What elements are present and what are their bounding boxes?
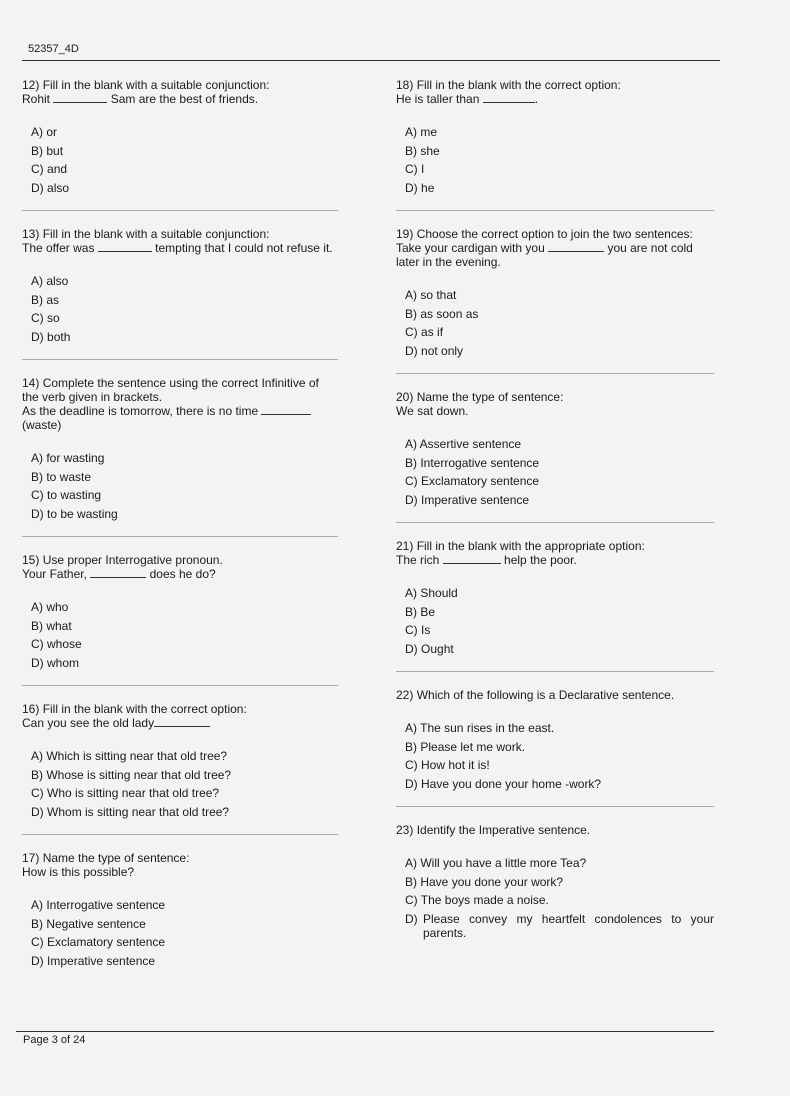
question-23	[396, 823, 714, 941]
question-text: (waste)	[22, 418, 62, 432]
question-divider	[22, 834, 338, 835]
question-text: does he do?	[149, 567, 216, 581]
question-text: As the deadline is tomorrow, there is no time	[22, 404, 259, 418]
option-d[interactable]: D) not only	[405, 343, 464, 358]
option-b[interactable]: B) Interrogative sentence	[405, 455, 540, 470]
question-number: 18)	[396, 78, 414, 92]
option-b[interactable]: B) she	[405, 143, 440, 158]
question-prompt: Complete the sentence using the correct Infinitive of the verb given in brackets.	[22, 376, 319, 404]
option-a[interactable]: A) who	[31, 600, 69, 614]
option-c[interactable]: C) to wasting	[31, 488, 102, 502]
question-divider	[22, 685, 338, 686]
option-c[interactable]: C) Exclamatory sentence	[31, 935, 166, 949]
option-d[interactable]: D) Whom is sitting near that old tree?	[31, 804, 230, 819]
question-text: We sat down.	[396, 404, 469, 418]
option-b[interactable]: B) Whose is sitting near that old tree?	[31, 767, 232, 782]
option-d[interactable]: D) he	[405, 180, 435, 195]
question-divider	[396, 671, 714, 672]
question-number: 22)	[396, 688, 414, 702]
answer-blank	[154, 716, 210, 727]
footer-rule	[16, 1031, 714, 1032]
question-text: The rich	[396, 553, 440, 567]
answer-blank	[548, 241, 604, 252]
question-divider	[396, 522, 714, 523]
question-number: 19)	[396, 227, 414, 241]
option-c[interactable]: C) Exclamatory sentence	[405, 474, 540, 488]
question-text: help the poor.	[504, 553, 577, 567]
question-number: 21)	[396, 539, 414, 553]
question-text: .	[534, 92, 539, 106]
question-divider	[396, 373, 714, 374]
paper-code: 52357_4D	[28, 43, 79, 55]
option-b[interactable]: B) to waste	[31, 469, 92, 484]
question-prompt: Fill in the blank with a suitable conjunction:	[42, 78, 270, 92]
option-c[interactable]: C) I	[405, 162, 425, 176]
question-number: 14)	[22, 376, 40, 390]
option-c[interactable]: C) How hot it is!	[405, 758, 490, 772]
answer-blank	[261, 404, 311, 415]
question-text: Your Father,	[22, 567, 87, 581]
question-text: The offer was	[22, 241, 95, 255]
question-prompt: Use proper Interrogative pronoun.	[42, 553, 223, 567]
question-text: you are not cold later in the evening.	[396, 241, 693, 269]
option-b[interactable]: B) as	[31, 292, 60, 307]
option-a[interactable]: A) Interrogative sentence	[31, 898, 166, 912]
answer-blank	[98, 241, 152, 252]
option-a[interactable]: A) also	[31, 274, 69, 288]
option-b[interactable]: B) Negative sentence	[31, 916, 146, 931]
question-prompt: Identify the Imperative sentence.	[416, 823, 591, 837]
option-b[interactable]: B) Have you done your work?	[405, 874, 564, 889]
question-21	[396, 539, 714, 672]
question-22	[396, 688, 714, 807]
question-14	[22, 376, 338, 537]
option-b[interactable]: B) as soon as	[405, 306, 479, 321]
question-19	[396, 227, 714, 374]
option-a[interactable]: A) The sun rises in the east.	[405, 721, 555, 735]
option-d[interactable]: D) whom	[31, 655, 80, 670]
option-d[interactable]: D) Imperative sentence	[31, 953, 156, 968]
question-divider	[22, 536, 338, 537]
option-b[interactable]: B) what	[31, 618, 72, 633]
question-prompt: Fill in the blank with the correct option:	[42, 702, 247, 716]
option-a[interactable]: A) Will you have a little more Tea?	[405, 856, 587, 870]
question-20	[396, 390, 714, 523]
answer-blank	[90, 567, 146, 578]
option-c[interactable]: C) Is	[405, 623, 431, 637]
option-c[interactable]: C) and	[31, 162, 68, 176]
question-number: 15)	[22, 553, 40, 567]
option-b[interactable]: B) Be	[405, 604, 436, 619]
answer-blank	[53, 92, 107, 103]
question-18	[396, 78, 714, 211]
question-16	[22, 702, 338, 835]
option-a[interactable]: A) Assertive sentence	[405, 437, 522, 451]
question-text: Sam are the best of friends.	[110, 92, 259, 106]
question-17	[22, 851, 338, 970]
question-divider	[396, 806, 714, 807]
option-d[interactable]: D) Imperative sentence	[405, 492, 530, 507]
question-number: 13)	[22, 227, 40, 241]
question-prompt: Fill in the blank with the appropriate option:	[416, 539, 645, 553]
question-prompt: Name the type of sentence:	[42, 851, 190, 865]
question-number: 20)	[396, 390, 414, 404]
option-c[interactable]: C) The boys made a noise.	[405, 893, 549, 907]
option-d[interactable]: D) both	[31, 329, 71, 344]
option-b[interactable]: B) Please let me work.	[405, 739, 526, 754]
option-d[interactable]: D) Have you done your home -work?	[405, 776, 602, 791]
question-divider	[22, 210, 338, 211]
left-column	[22, 78, 338, 970]
option-c[interactable]: C) as if	[405, 325, 444, 339]
page-number: Page 3 of 24	[23, 1034, 86, 1046]
option-d[interactable]: D) Ought	[405, 641, 454, 656]
option-d[interactable]: D) also	[31, 180, 70, 195]
answer-blank	[443, 553, 501, 564]
question-prompt: Which of the following is a Declarative sentence.	[416, 688, 675, 702]
question-text: Take your cardigan with you	[396, 241, 545, 255]
question-text: Can you see the old lady	[22, 716, 155, 730]
question-text: He is taller than	[396, 92, 480, 106]
option-d[interactable]: D) to be wasting	[31, 506, 118, 521]
question-number: 23)	[396, 823, 414, 837]
option-a[interactable]: A) or	[31, 125, 58, 139]
question-12	[22, 78, 338, 211]
option-a[interactable]: A) Should	[405, 586, 458, 600]
option-a[interactable]: A) so that	[405, 288, 457, 302]
question-prompt: Name the type of sentence:	[416, 390, 564, 404]
question-divider	[396, 210, 714, 211]
question-number: 16)	[22, 702, 40, 716]
question-prompt: Choose the correct option to join the two sentences:	[416, 227, 693, 241]
question-divider	[22, 359, 338, 360]
header-rule	[22, 60, 720, 61]
option-d[interactable]: D) Please convey my heartfelt condolences to your parents.	[405, 911, 714, 940]
question-number: 17)	[22, 851, 40, 865]
option-c[interactable]: C) so	[31, 311, 60, 325]
question-text: Rohit	[22, 92, 51, 106]
option-c[interactable]: C) whose	[31, 637, 82, 651]
right-column	[396, 78, 714, 941]
question-15	[22, 553, 338, 686]
answer-blank	[483, 92, 535, 103]
question-prompt: Fill in the blank with a suitable conjunction:	[42, 227, 270, 241]
question-number: 12)	[22, 78, 40, 92]
question-text: tempting that I could not refuse it.	[155, 241, 333, 255]
question-prompt: Fill in the blank with the correct option:	[416, 78, 621, 92]
question-text: How is this possible?	[22, 865, 135, 879]
option-a[interactable]: A) me	[405, 125, 438, 139]
option-a[interactable]: A) Which is sitting near that old tree?	[31, 749, 228, 763]
question-13	[22, 227, 338, 360]
option-a[interactable]: A) for wasting	[31, 451, 105, 465]
option-c[interactable]: C) Who is sitting near that old tree?	[31, 786, 220, 800]
option-b[interactable]: B) but	[31, 143, 64, 158]
